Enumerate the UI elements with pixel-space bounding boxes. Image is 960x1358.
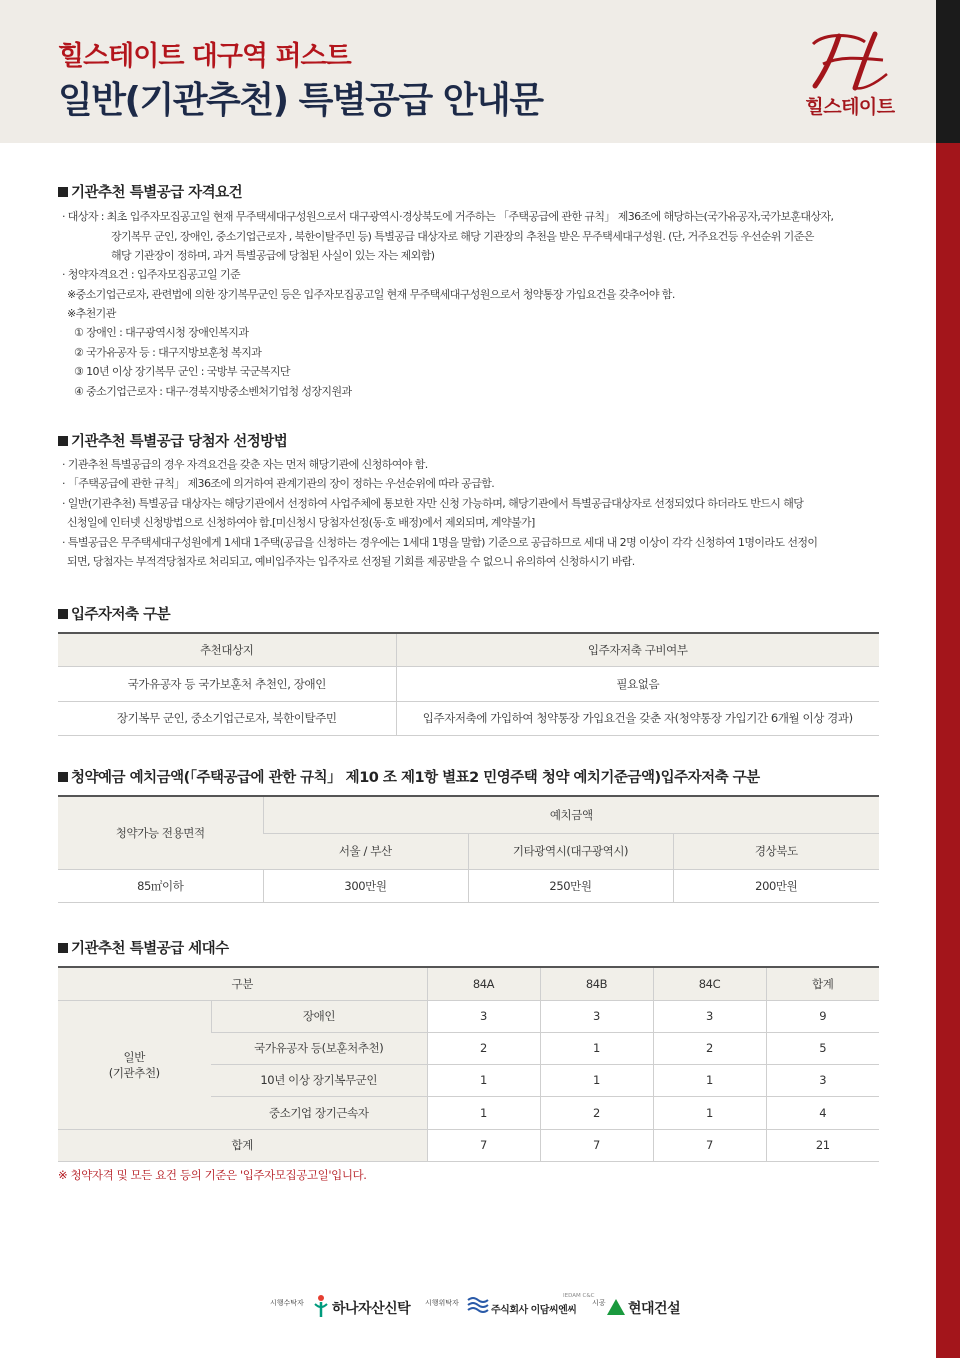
table-cell: 2 xyxy=(540,1096,653,1129)
section-title-savings: 입주자저축 구분 xyxy=(58,603,170,624)
text-line: ② 국가유공자 등 : 대구지방보훈청 복지과 xyxy=(74,346,262,359)
table-cell: 5 xyxy=(766,1032,879,1064)
row-label: 10년 이상 장기복무군인 xyxy=(211,1064,427,1096)
builder-name: 현대건설 xyxy=(628,1301,681,1317)
table-cell: 장기복무 군인, 중소기업근로자, 북한이탈주민 xyxy=(58,701,396,735)
trustee-logo: 시행수탁자 하나자산신탁 xyxy=(270,1290,430,1326)
table-cell: 21 xyxy=(766,1129,879,1161)
row-label: 합계 xyxy=(58,1129,427,1161)
delegate-logo: 시행위탁자 IEDAM C&C 주식회사 이담씨엔씨 xyxy=(425,1293,595,1316)
table-cell: 1 xyxy=(540,1032,653,1064)
table-header: 청약가능 전용면적 xyxy=(58,796,263,869)
table-cell: 4 xyxy=(766,1096,879,1129)
table-cell: 2 xyxy=(427,1032,540,1064)
square-bullet-icon xyxy=(58,187,68,197)
group-label: 일반 (기관추천) xyxy=(58,1000,211,1129)
table-header: 구분 xyxy=(58,967,427,1000)
table-header: 서울 / 부산 xyxy=(263,833,468,869)
table-cell: 7 xyxy=(427,1129,540,1161)
side-bar-red xyxy=(936,143,960,1358)
hana-tree-icon xyxy=(313,1294,329,1318)
text-line: · 특별공급은 무주택세대구성원에게 1세대 1주택(공급을 신청하는 경우에는 1세대 1명을 말함) 기준으로 공급하므로 세대 내 2명 이상이 각각 신청하여 1명이라도 선정이 xyxy=(62,536,818,549)
section-title-selection: 기관추천 특별공급 당첨자 선정방법 xyxy=(58,430,287,451)
header xyxy=(0,0,936,143)
table-cell: 3 xyxy=(766,1064,879,1096)
square-bullet-icon xyxy=(58,772,68,782)
table-cell: 국가유공자 등 국가보훈처 추천인, 장애인 xyxy=(58,666,396,701)
text-line: ① 장애인 : 대구광역시청 장애인복지과 xyxy=(74,326,249,339)
square-bullet-icon xyxy=(58,436,68,446)
text-line: · 대상자 : 최초 입주자모집공고일 현재 무주택세대구성원으로서 대구광역시·경상북도에 거주하는 「주택공급에 관한 규칙」 제36조에 해당하는(국가유공자,국가보훈대상자, xyxy=(62,210,834,223)
table-cell: 1 xyxy=(427,1064,540,1096)
section-title-deposit: 청약예금 예치금액(「주택공급에 관한 규칙」 제10 조 제1항 별표2 민영주택 청약 예치기준금액)입주자저축 구분 xyxy=(58,766,760,787)
table-header: 입주자저축 구비여부 xyxy=(396,633,879,666)
text-line: · 일반(기관추천) 특별공급 대상자는 해당기관에서 선정하여 사업주체에 통보한 자만 신청 가능하며, 해당기관에서 특별공급대상자로 선정되었다 하더라도 반드시 해당 xyxy=(62,497,804,510)
iedam-wave-icon xyxy=(467,1296,489,1316)
builder-logo: 시공 현대건설 xyxy=(592,1299,681,1317)
table-header: 84A xyxy=(427,967,540,1000)
row-label: 국가유공자 등(보훈처추천) xyxy=(211,1032,427,1064)
table-row-total xyxy=(58,1129,879,1161)
section-title-eligibility: 기관추천 특별공급 자격요건 xyxy=(58,181,242,202)
hyundai-triangle-icon xyxy=(606,1298,626,1316)
table-cell: 1 xyxy=(653,1064,766,1096)
square-bullet-icon xyxy=(58,609,68,619)
deposit-table xyxy=(58,795,879,903)
delegate-name: 주식회사 이담씨엔씨 xyxy=(491,1305,577,1316)
table-row xyxy=(58,1000,879,1032)
table-cell: 입주자저축에 가입하여 청약통장 가입요건을 갖춘 자(청약통장 가입기간 6개월 이상 경과) xyxy=(396,701,879,735)
table-header: 84C xyxy=(653,967,766,1000)
footnote: ※ 청약자격 및 모든 요건 등의 기준은 '입주자모집공고일'입니다. xyxy=(58,1168,367,1182)
logo-text: 힐스테이트 xyxy=(805,96,895,118)
text-line: · 청약자격요건 : 입주자모집공고일 기준 xyxy=(62,268,241,281)
table-cell: 7 xyxy=(540,1129,653,1161)
table-row xyxy=(58,869,879,902)
table-cell: 200만원 xyxy=(673,869,879,902)
text-line: ※추천기관 xyxy=(67,307,116,320)
table-header: 예치금액 xyxy=(263,796,879,833)
table-header: 84B xyxy=(540,967,653,1000)
households-table xyxy=(58,966,879,1162)
text-line: 해당 기관장이 정하며, 과거 특별공급에 당첨된 사실이 있는 자는 제외함) xyxy=(111,249,435,262)
square-bullet-icon xyxy=(58,943,68,953)
text-line: 되면, 당첨자는 부적격당첨자로 처리되고, 예비입주자는 입주자로 선정될 기회를 제공받을 수 없으니 유의하여 신청하시기 바람. xyxy=(67,555,635,568)
table-cell: 3 xyxy=(653,1000,766,1032)
project-name: 힐스테이트 대구역 퍼스트 xyxy=(58,41,351,72)
table-row xyxy=(58,666,879,701)
table-cell: 7 xyxy=(653,1129,766,1161)
table-cell: 2 xyxy=(653,1032,766,1064)
table-cell: 9 xyxy=(766,1000,879,1032)
table-cell: 1 xyxy=(427,1096,540,1129)
table-cell: 3 xyxy=(540,1000,653,1032)
table-cell: 85㎡이하 xyxy=(58,869,263,902)
table-header: 기타광역시(대구광역시) xyxy=(468,833,673,869)
table-cell: 1 xyxy=(540,1064,653,1096)
table-cell: 필요없음 xyxy=(396,666,879,701)
table-cell: 300만원 xyxy=(263,869,468,902)
table-header: 합계 xyxy=(766,967,879,1000)
text-line: ※중소기업근로자, 관련법에 의한 장기복무군인 등은 입주자모집공고일 현재 무주택세대구성원으로서 청약통장 가입요건을 갖추어야 함. xyxy=(67,288,675,301)
side-bar-dark xyxy=(936,0,960,143)
page-title: 일반(기관추천) 특별공급 안내문 xyxy=(58,80,543,121)
hillstate-logo xyxy=(795,30,905,120)
table-cell: 3 xyxy=(427,1000,540,1032)
row-label: 중소기업 장기근속자 xyxy=(211,1096,427,1129)
savings-table xyxy=(58,632,879,736)
text-line: ④ 중소기업근로자 : 대구·경북지방중소벤처기업청 성장지원과 xyxy=(74,385,352,398)
section-title-households: 기관추천 특별공급 세대수 xyxy=(58,937,229,958)
table-header: 경상북도 xyxy=(673,833,879,869)
h-monogram-icon xyxy=(805,30,895,92)
text-line: 장기복무 군인, 장애인, 중소기업근로자 , 북한이탈주민 등) 특별공급 대상자로 해당 기관장의 추천을 받은 무주택세대구성원. (단, 거주요건등 우선순위 기준은 xyxy=(111,230,814,243)
text-line: · 「주택공급에 관한 규칙」 제36조에 의거하여 관계기관의 장이 정하는 우선순위에 따라 공급함. xyxy=(62,477,495,490)
text-line: ③ 10년 이상 장기복무 군인 : 국방부 국군복지단 xyxy=(74,365,290,378)
table-cell: 1 xyxy=(653,1096,766,1129)
text-line: · 기관추천 특별공급의 경우 자격요건을 갖춘 자는 먼저 해당기관에 신청하여야 함. xyxy=(62,458,428,471)
trustee-name: 하나자산신탁 xyxy=(332,1301,411,1317)
row-label: 장애인 xyxy=(211,1000,427,1032)
table-cell: 250만원 xyxy=(468,869,673,902)
text-line: 신청일에 인터넷 신청방법으로 신청하여야 함.[미신청시 당첨자선정(동·호 배정)에서 제외되며, 계약불가] xyxy=(67,516,535,529)
table-header: 추천대상지 xyxy=(58,633,396,666)
table-row xyxy=(58,701,879,735)
